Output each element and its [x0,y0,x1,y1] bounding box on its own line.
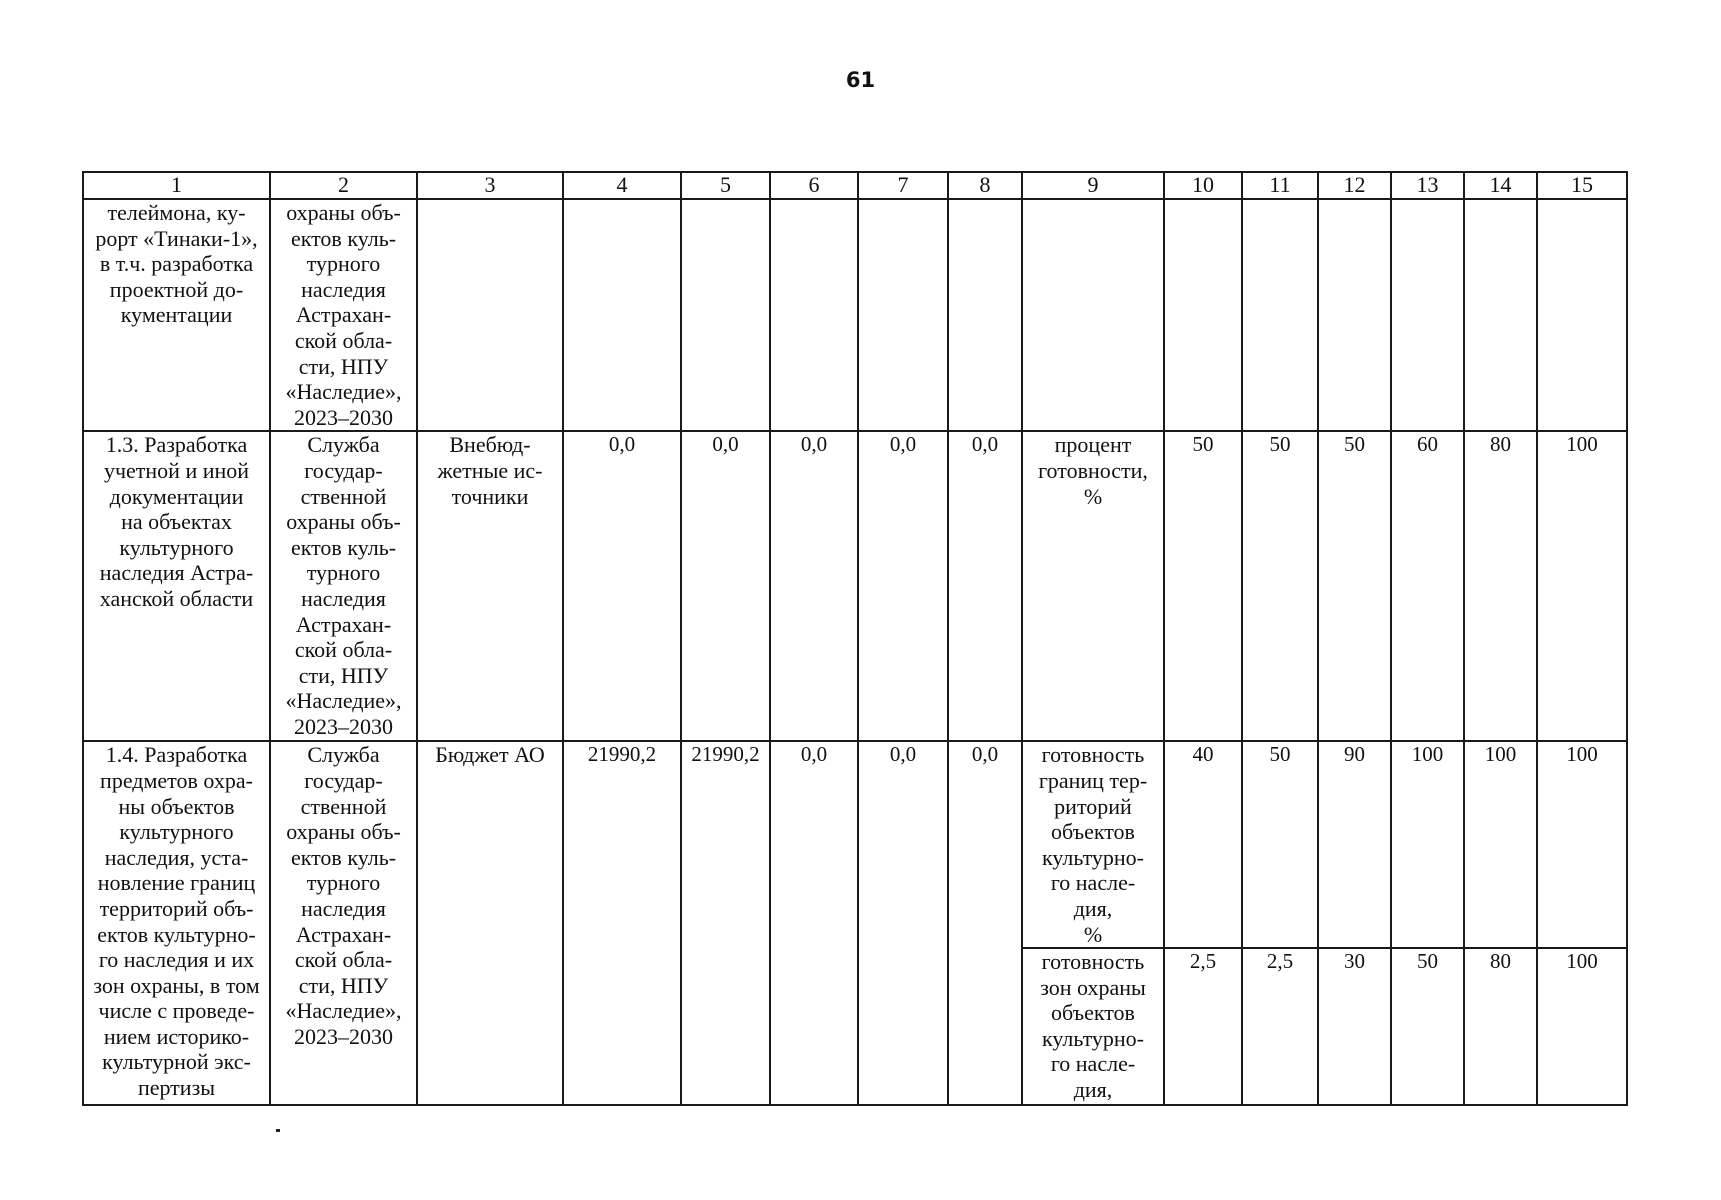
indicator-cell [1022,948,1164,1105]
column-number: 10 [1164,172,1242,199]
program-table [82,171,1628,1106]
value: 0,0 [889,742,917,767]
value-cell [681,741,770,1105]
value: 0,0 [800,432,828,457]
value: 0,0 [712,432,739,457]
year-value-cell [1164,199,1242,431]
page-number: 61 [845,68,876,92]
indicator-text: готовность зон охраны объектов культурно- го насле- дия, [1040,949,1146,1103]
year-value-cell [1164,948,1242,1105]
column-number: 12 [1318,172,1391,199]
value-cell [858,431,948,741]
value-cell [948,199,1022,431]
year-value-cell [1391,199,1464,431]
year-value: 40 [1192,742,1214,767]
year-value-cell [1318,431,1391,741]
year-value: 100 [1566,742,1598,767]
value-cell [770,431,858,741]
value-cell [858,199,948,431]
table-row [83,431,1627,741]
year-value: 80 [1490,949,1511,974]
year-value-cell [1537,741,1627,948]
value-cell [770,199,858,431]
value-cell [948,741,1022,1105]
value: 0,0 [971,742,999,767]
year-value-cell [1242,948,1318,1105]
column-number: 9 [1022,172,1164,199]
executor-cell [270,431,417,741]
source-text: Бюджет АО [435,742,545,768]
column-number: 13 [1391,172,1464,199]
year-value-cell [1391,741,1464,948]
table-row [83,741,1627,948]
event-cell [83,431,270,741]
year-value: 60 [1417,432,1438,457]
value: 0,0 [971,432,999,457]
value-cell [858,741,948,1105]
column-number: 4 [563,172,681,199]
event-cell [83,199,270,431]
executor-cell [270,199,417,431]
scan-speck [276,1129,280,1132]
total-value: 21990,2 [587,742,657,767]
year-value-cell [1537,948,1627,1105]
year-value-cell [1318,741,1391,948]
indicator-text: готовность границ тер- риторий объектов культурно- го насле- дия, % [1038,742,1148,947]
event-text: телеймона, ку- рорт «Тинаки-1», в т.ч. разработка проектной до- кументации [95,200,258,328]
year-value-cell [1391,431,1464,741]
value-cell [681,199,770,431]
year-value-cell [1464,431,1537,741]
indicator-cell [1022,199,1164,431]
executor-text: Служба государ- ственной охраны объ- ектов куль- турного наследия Астрахан- ской обла- сти, НПУ «Наследие», 2023–2030 [285,432,402,739]
column-number: 3 [417,172,563,199]
column-number-row [83,172,1627,199]
source-cell [417,741,563,1105]
event-text: 1.3. Разработка учетной и иной документации на объектах культурного наследия Астра- ханской области [99,432,254,611]
value: 0,0 [800,742,828,767]
year-value-cell [1391,948,1464,1105]
year-value-cell [1318,948,1391,1105]
year-value-cell [1242,199,1318,431]
column-number: 11 [1242,172,1318,199]
total-cell [563,199,681,431]
executor-text: охраны объ- ектов куль- турного наследия Астрахан- ской обла- сти, НПУ «Наследие», 2023–2030 [285,200,402,430]
year-value-cell [1318,199,1391,431]
year-value: 100 [1566,949,1598,974]
year-value-cell [1464,199,1537,431]
year-value: 50 [1269,742,1291,767]
year-value: 100 [1566,432,1598,457]
year-value: 50 [1417,949,1438,974]
year-value: 30 [1344,949,1365,974]
indicator-cell [1022,741,1164,948]
year-value: 80 [1490,432,1511,457]
source-cell [417,431,563,741]
indicator-text: процент готовности, % [1038,432,1148,509]
year-value: 90 [1344,742,1365,767]
value-cell [948,431,1022,741]
year-value-cell [1464,948,1537,1105]
year-value: 2,5 [1189,949,1217,974]
column-number: 8 [948,172,1022,199]
total-value: 0,0 [608,432,636,457]
column-number: 7 [858,172,948,199]
value: 0,0 [889,432,917,457]
year-value: 50 [1269,432,1291,457]
value-cell [770,741,858,1105]
column-number: 5 [681,172,770,199]
column-number: 6 [770,172,858,199]
year-value: 100 [1411,742,1444,767]
table-row [83,199,1627,431]
year-value-cell [1242,431,1318,741]
executor-text: Служба государ- ственной охраны объ- ектов куль- турного наследия Астрахан- ской обла- сти, НПУ «Наследие», 2023–2030 [285,742,402,1049]
value: 21990,2 [691,742,760,767]
year-value-cell [1537,431,1627,741]
column-number: 14 [1464,172,1537,199]
year-value-cell [1464,741,1537,948]
event-cell [83,741,270,1105]
event-text: 1.4. Разработка предметов охра- ны объектов культурного наследия, уста- новление границ территорий объ- ектов культурно- го наследия и их зон охраны, в том числе с проведе- нием историко- культурной экс- пертизы [93,742,260,1101]
year-value-cell [1242,741,1318,948]
value-cell [681,431,770,741]
year-value: 50 [1192,432,1214,457]
source-text: Внебюд- жетные ис- точники [437,432,543,509]
column-number: 15 [1537,172,1627,199]
executor-cell [270,741,417,1105]
year-value: 100 [1484,742,1517,767]
year-value-cell [1164,741,1242,948]
year-value: 2,5 [1266,949,1294,974]
source-cell [417,199,563,431]
year-value: 50 [1344,432,1365,457]
total-cell [563,741,681,1105]
column-number: 2 [270,172,417,199]
year-value-cell [1537,199,1627,431]
column-number: 1 [83,172,270,199]
total-cell [563,431,681,741]
indicator-cell [1022,431,1164,741]
year-value-cell [1164,431,1242,741]
